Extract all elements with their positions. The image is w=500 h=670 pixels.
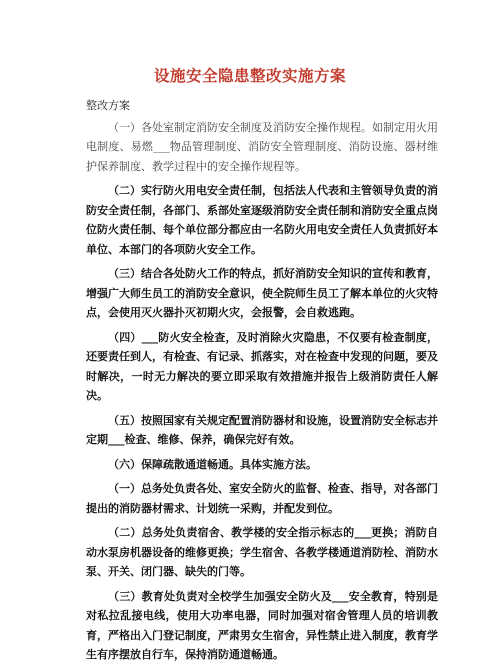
document-body	[86, 96, 438, 670]
document-title: 设施安全隐患整改实施方案	[153, 66, 346, 85]
section-heading: 整改方案	[86, 99, 130, 112]
body-paragraph: （五）按照国家有关规定配置消防器材和设施，设置消防安全标志并定期___检查、维修、保养，确保完好有效。	[86, 413, 438, 446]
body-paragraph: （六）保障疏散通道畅通。具体实施方法。	[108, 457, 317, 471]
body-paragraph: （三）结合各处防火工作的特点，抓好消防安全知识的宣传和教育，增强广大师生员工的消防安全意识，使全院师生员工了解本单位的火灾特点，会使用灭火器扑灭初期火灾，会报警，会自救逃跑。	[86, 267, 438, 319]
body-paragraph: （四）___防火安全检查，及时消除火灾隐患，不仅要有检查制度，还要责任到人，有检查、有记录、抓落实，对在检查中发现的问题，要及时解决，一时无力解决的要立即采取有效措施并报告上级消防责任人解决。	[86, 330, 438, 402]
body-paragraph: （一）各处室制定消防安全制度及消防安全操作规程。如制定用火用电制度、易燃___物品管理制度、消防安全管理制度、消防设施、器材维护保养制度、教学过程中的安全操作规程等。	[86, 120, 438, 173]
body-paragraph: （三）教育处负责对全校学生加强安全防火及___安全教育，特别是对私拉乱接电线，使用大功率电器，同时加强对宿舍管理人员的培训教育，严格出入门登记制度，严肃男女生宿舍，异性禁止进入制度，教育学生有序摆放自行车，保持消防通道畅通。	[86, 589, 438, 661]
body-paragraph: （二）实行防火用电安全责任制，包括法人代表和主管领导负责的消防安全责任制，各部门、系部处室逐级消防安全责任制和消防安全重点岗位防火责任制、每个单位部分都应由一名防火用电安全责任人负责抓好本单位、本部门的各项防火安全工作。	[86, 184, 438, 256]
body-paragraph: （一）总务处负责各处、室安全防火的监督、检查、指导，对各部门提出的消防器材需求、计划统一采购，并配发到位。	[86, 482, 438, 515]
body-paragraph: （二）总务处负责宿舍、教学楼的安全指示标志的___更换；消防自动水泵房机器设备的维修更换；学生宿舍、各教学楼通道消防栓、消防水泵、开关、闭门器、缺失的门等。	[86, 526, 438, 578]
